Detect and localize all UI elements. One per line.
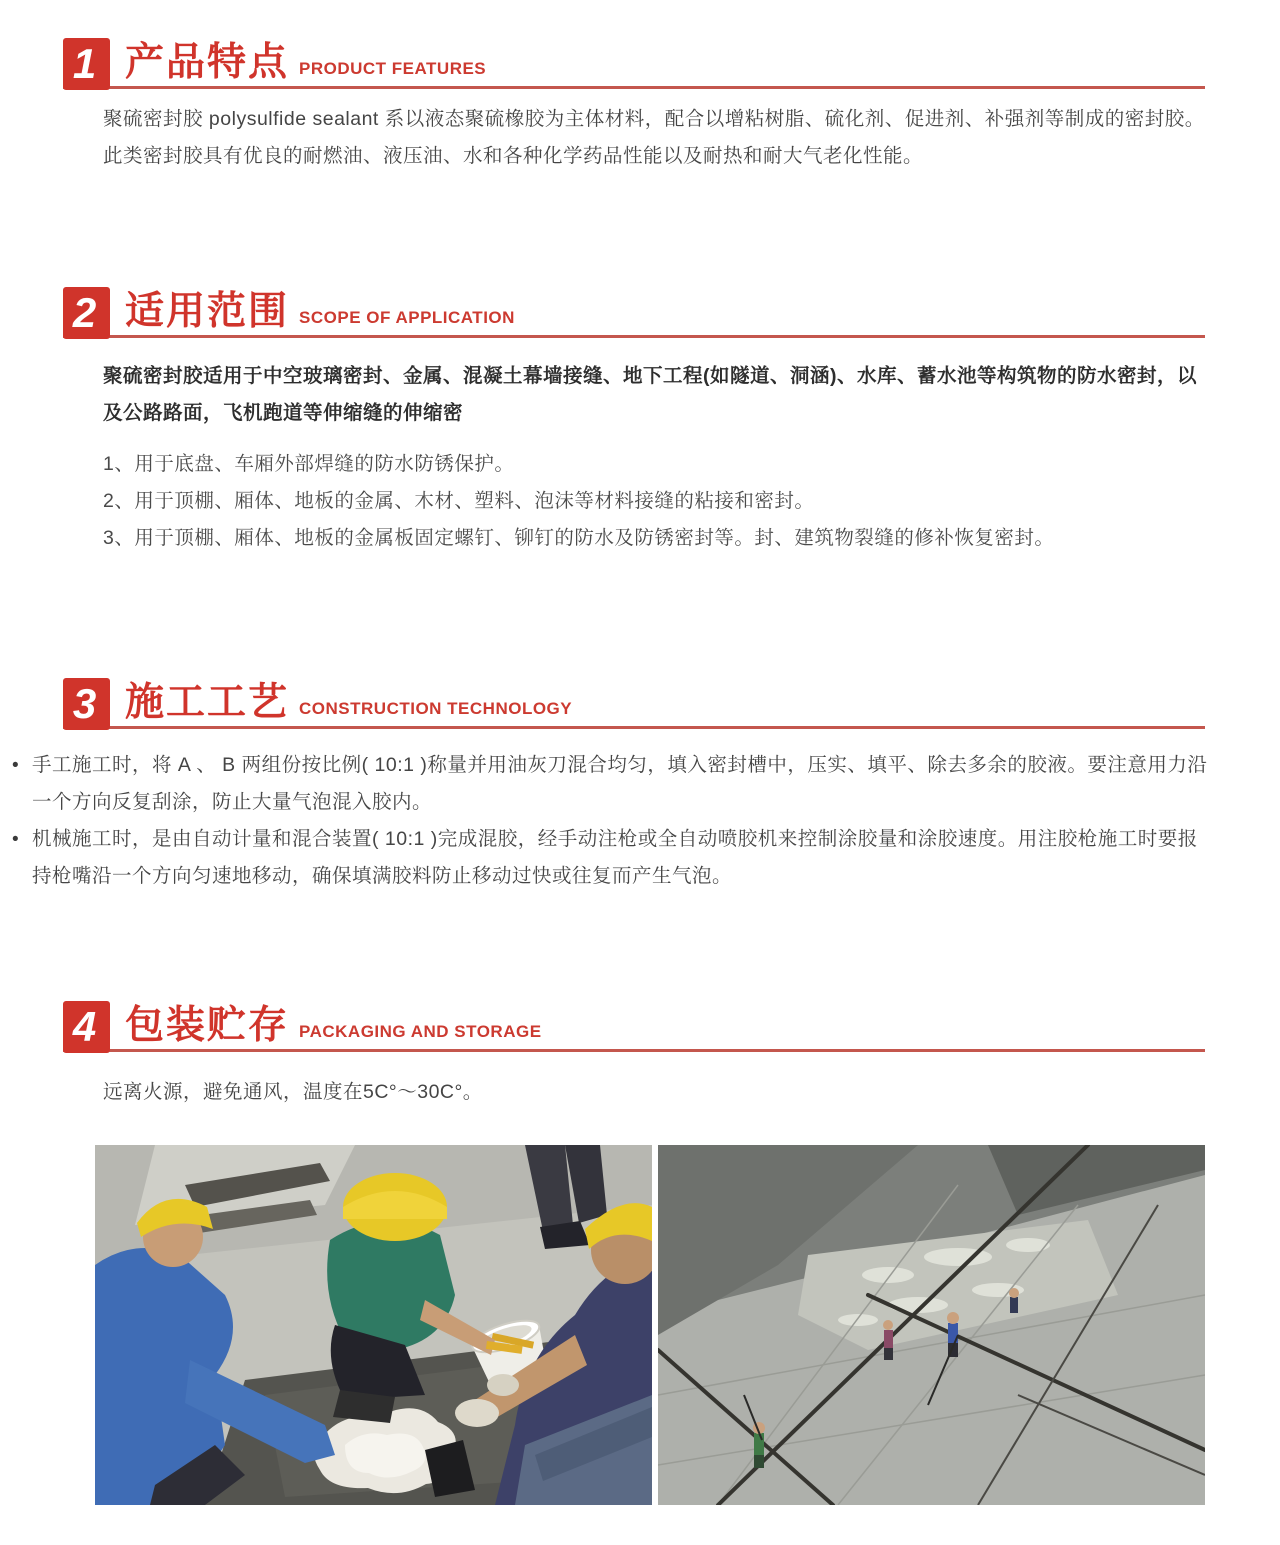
section-1-title-zh: 产品特点 [125, 41, 290, 84]
bullet-dot-icon: • [12, 755, 19, 776]
bullet-text: 机械施工时，是由自动计量和混合装置( 10:1 )完成混胶，经手动注枪或全自动喷胶机来控制涂胶量和涂胶速度。用注胶枪施工时要报持枪嘴沿一个方向匀速地移动，确保填满胶料防止移动过快或往复而产生气泡。 [32, 828, 1198, 887]
photo-strip [95, 1145, 1205, 1505]
section-1-number-badge: 1 [63, 38, 110, 90]
section-3-title-en: CONSTRUCTION TECHNOLOGY [299, 699, 573, 718]
workers-applying-sealant-photo [95, 1145, 652, 1505]
workers-applying-sealant-illustration [95, 1145, 652, 1505]
section-2-header [63, 287, 1205, 338]
section-3-title-zh: 施工工艺 [125, 681, 290, 724]
section-1-header [63, 38, 1205, 89]
section-4-title-en: PACKAGING AND STORAGE [299, 1022, 542, 1041]
section-2-title-zh: 适用范围 [125, 290, 290, 333]
section-2-list [103, 446, 1210, 556]
product-sheet-page [0, 38, 1280, 1545]
concrete-dam-slope-illustration [658, 1145, 1205, 1505]
section-1-body [103, 101, 1210, 175]
list-item: 2、用于顶棚、厢体、地板的金属、木材、塑料、泡沫等材料接缝的粘接和密封。 [103, 490, 815, 512]
section-3-number-badge: 3 [63, 678, 110, 730]
concrete-dam-slope-photo [658, 1145, 1205, 1505]
section-4-body [103, 1074, 1210, 1111]
section-3-bullet-list [12, 747, 1210, 895]
section-4-title-zh: 包装贮存 [125, 1004, 290, 1047]
section-4-header [63, 1001, 1205, 1052]
bullet-item [12, 821, 1210, 895]
section-2-intro-block [103, 358, 1210, 432]
bullet-item [12, 747, 1210, 821]
section-3-header [63, 678, 1205, 729]
section-4-number-badge: 4 [63, 1001, 110, 1053]
section-1-paragraph: 聚硫密封胶 polysulfide sealant 系以液态聚硫橡胶为主体材料，配合以增粘树脂、硫化剂、促进剂、补强剂等制成的密封胶。此类密封胶具有优良的耐燃油、液压油、水和各种化学药品性能以及耐热和耐大气老化性能。 [103, 108, 1205, 167]
list-item: 1、用于底盘、车厢外部焊缝的防水防锈保护。 [103, 453, 515, 475]
section-2-title-en: SCOPE OF APPLICATION [299, 308, 515, 327]
section-4-paragraph: 远离火源，避免通风，温度在5C°～30C°。 [103, 1081, 483, 1103]
section-1-title-en: PRODUCT FEATURES [299, 59, 487, 78]
section-2-number-badge: 2 [63, 287, 110, 339]
bullet-text: 手工施工时，将 A 、 B 两组份按比例( 10:1 )称量并用油灰刀混合均匀，填入密封槽中，压实、填平、除去多余的胶液。要注意用力沿一个方向反复刮涂，防止大量气泡混入胶内。 [32, 754, 1208, 813]
list-item: 3、用于顶棚、厢体、地板的金属板固定螺钉、铆钉的防水及防锈密封等。封、建筑物裂缝的修补恢复密封。 [103, 527, 1055, 549]
bullet-dot-icon: • [12, 829, 19, 850]
section-2-intro: 聚硫密封胶适用于中空玻璃密封、金属、混凝土幕墙接缝、地下工程(如隧道、洞涵)、水库、蓄水池等构筑物的防水密封，以及公路路面，飞机跑道等伸缩缝的伸缩密 [103, 365, 1197, 424]
